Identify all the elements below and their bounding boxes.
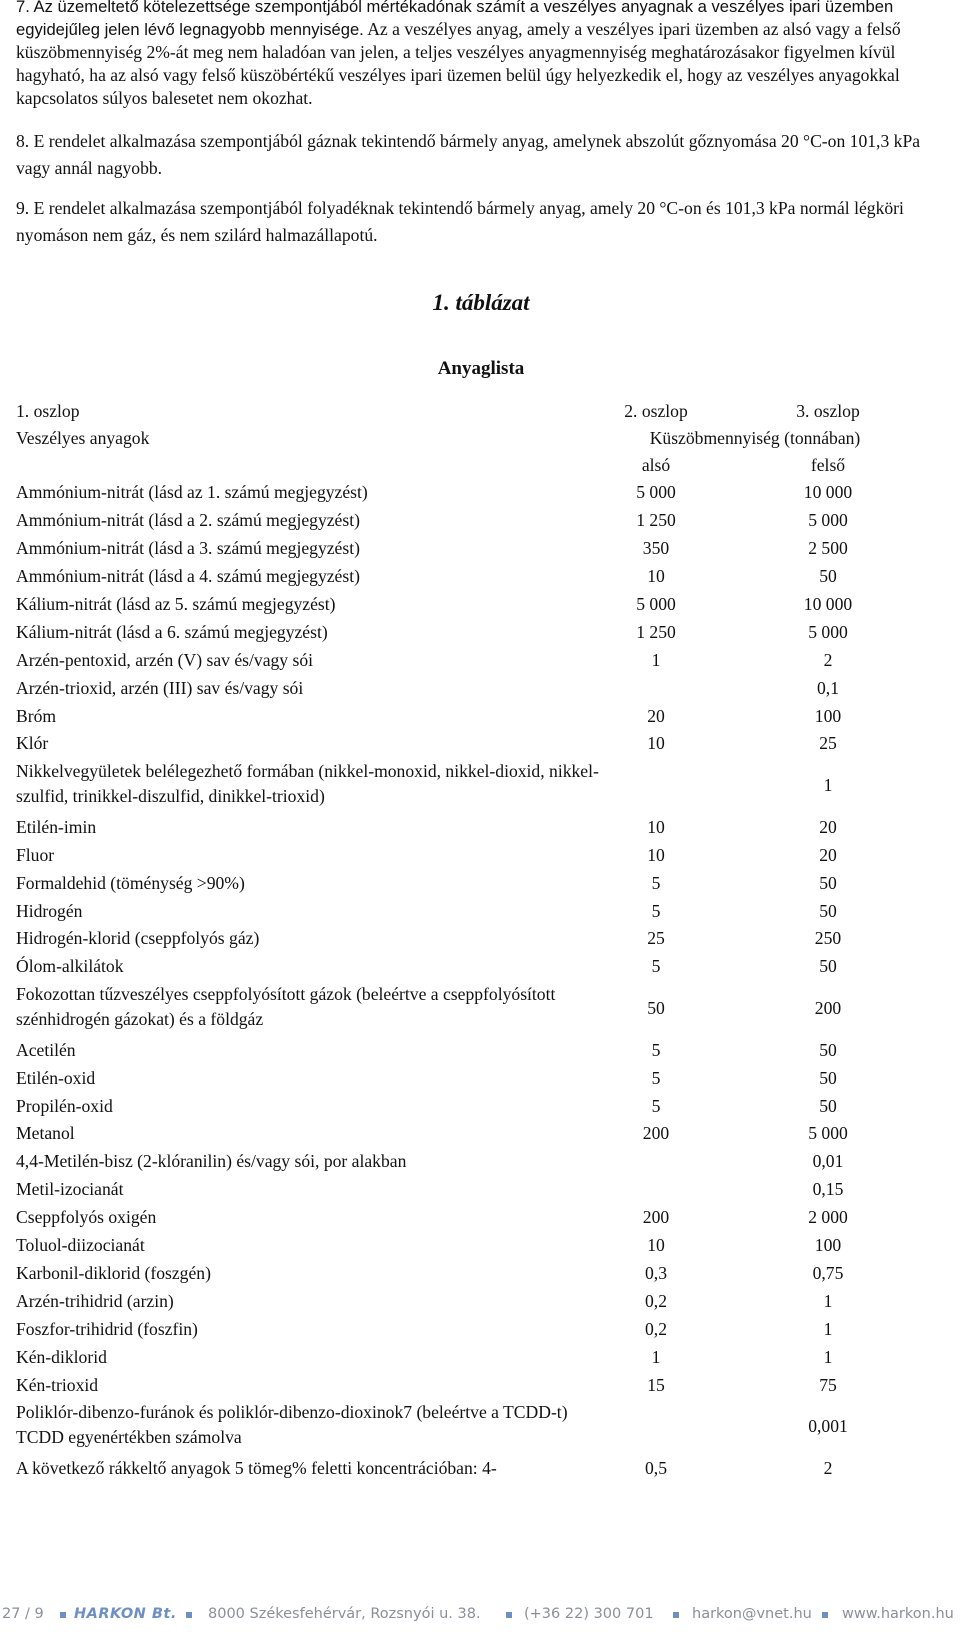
- substance-name: Klór: [16, 733, 49, 754]
- footer-separator-icon: [186, 1612, 192, 1618]
- paragraph-9: 9. E rendelet alkalmazása szempontjából folyadéknak tekintendő bármely anyag, amely 20 °C-on és 101,3 kPa normál légköri nyomáson nem gáz, és nem szilárd halmazállapotú.: [16, 198, 904, 245]
- column-title-header-row: [16, 425, 946, 452]
- lower-threshold: 1: [651, 649, 661, 670]
- lower-upper-header-row: [16, 452, 946, 479]
- table-body: [16, 479, 946, 1483]
- lower-threshold: 5 000: [636, 482, 676, 503]
- column-number-header-row: [16, 398, 946, 425]
- substance-name: Ammónium-nitrát (lásd a 3. számú megjegyzést): [16, 538, 360, 559]
- lower-threshold: 20: [647, 705, 665, 726]
- lower-threshold: 50: [647, 998, 665, 1019]
- lower-threshold: 5: [651, 1067, 661, 1088]
- lower-threshold: 10: [647, 733, 665, 754]
- footer-page-number: 27 / 9: [2, 1606, 44, 1622]
- footer-separator-icon: [822, 1612, 828, 1618]
- footer-phone: (+36 22) 300 701: [524, 1606, 654, 1622]
- upper-threshold: 1: [823, 1346, 833, 1367]
- table-row: [16, 619, 946, 647]
- substance-name: Foszfor-trihidrid (foszfin): [16, 1318, 198, 1339]
- table-row: [16, 647, 946, 675]
- table-row: [16, 591, 946, 619]
- lower-threshold: 10: [647, 566, 665, 587]
- upper-threshold: 0,001: [808, 1416, 848, 1437]
- table-row: [16, 730, 946, 758]
- table-row: [16, 675, 946, 703]
- table-row: [16, 842, 946, 870]
- table-row: [16, 814, 946, 842]
- lower-threshold: 0,5: [645, 1457, 667, 1478]
- upper-threshold: 5 000: [808, 1123, 848, 1144]
- page-footer: [0, 1601, 960, 1627]
- lower-threshold: 5: [651, 900, 661, 921]
- document-page: [16, 0, 946, 1483]
- substance-name: Acetilén: [16, 1039, 76, 1060]
- lower-threshold: 10: [647, 1235, 665, 1256]
- substance-name: Bróm: [16, 705, 57, 726]
- footer-separator-icon: [673, 1612, 679, 1618]
- upper-threshold: 10 000: [803, 593, 853, 614]
- table-row: [16, 1372, 946, 1400]
- table-row: [16, 758, 946, 814]
- substance-name: 4,4-Metilén-bisz (2-klóranilin) és/vagy sói, por alakban: [16, 1151, 407, 1172]
- lower-threshold: 1 250: [636, 510, 676, 531]
- upper-threshold: 50: [819, 1067, 837, 1088]
- upper-threshold: 20: [819, 816, 837, 837]
- substance-name: Etilén-oxid: [16, 1067, 96, 1088]
- substance-name: Karbonil-diklorid (foszgén): [16, 1262, 211, 1283]
- table-row: [16, 1176, 946, 1204]
- footer-web: www.harkon.hu: [842, 1606, 954, 1622]
- upper-threshold: 100: [814, 705, 842, 726]
- substance-name: Kálium-nitrát (lásd a 6. számú megjegyzést): [16, 621, 328, 642]
- footer-separator-icon: [60, 1612, 66, 1618]
- table-row: [16, 1232, 946, 1260]
- table-row: [16, 1260, 946, 1288]
- upper-threshold: 0,1: [817, 677, 839, 698]
- paragraph-7-serif: Az a veszélyes anyag, amely a veszélyes ipari üzemben az alsó vagy a felső küszöbmennyiség 2%-át meg nem haladóan van jelen, a teljes veszélyes anyagmennyiség meghatározásakor figyelmen kívül hagyható, ha az alsó vagy felső küszöbértékű veszélyes ipari üzemen belül úgy helyezkedik el, hogy az veszélyes anyagokkal kapcsolatos súlyos balesetet nem okozhat.: [16, 19, 901, 108]
- lower-threshold: 0,2: [645, 1318, 667, 1339]
- substance-table: [16, 398, 946, 1483]
- upper-threshold: 50: [819, 1039, 837, 1060]
- upper-header: felső: [810, 455, 846, 476]
- table-row: [16, 1344, 946, 1372]
- upper-threshold: 75: [819, 1374, 837, 1395]
- table-row: [16, 563, 946, 591]
- upper-threshold: 50: [819, 900, 837, 921]
- table-row: [16, 507, 946, 535]
- upper-threshold: 0,01: [812, 1151, 844, 1172]
- table-row: [16, 1455, 946, 1483]
- upper-threshold: 200: [814, 998, 842, 1019]
- table-row: [16, 1093, 946, 1121]
- upper-threshold: 50: [819, 872, 837, 893]
- substance-name: Cseppfolyós oxigén: [16, 1207, 157, 1228]
- table-row: [16, 898, 946, 926]
- table-row: [16, 925, 946, 953]
- upper-threshold: 50: [819, 956, 837, 977]
- lower-threshold: 5: [651, 1039, 661, 1060]
- lower-threshold: 0,2: [645, 1290, 667, 1311]
- table-row: [16, 479, 946, 507]
- lower-threshold: 200: [642, 1207, 670, 1228]
- lower-threshold: 200: [642, 1123, 670, 1144]
- upper-threshold: 2: [823, 1457, 833, 1478]
- table-row: [16, 981, 946, 1037]
- substances-header: Veszélyes anyagok: [16, 428, 150, 449]
- upper-threshold: 5 000: [808, 621, 848, 642]
- paragraph-8: 8. E rendelet alkalmazása szempontjából gáznak tekintendő bármely anyag, amelynek abszolút gőznyomása 20 °C-on 101,3 kPa vagy annál nagyobb.: [16, 131, 921, 178]
- substance-name: Metanol: [16, 1123, 75, 1144]
- substance-name: Toluol-diizocianát: [16, 1235, 145, 1256]
- substance-name: Arzén-pentoxid, arzén (V) sav és/vagy sói: [16, 649, 314, 670]
- table-row: [16, 703, 946, 731]
- paragraph-7-sans: 7. Az üzemeltető kötelezettsége szempontjából mértékadónak számít a veszélyes anyagnak a veszélyes ipari üzemben egyidejűleg jelen lévő legnagyobb mennyisége.: [16, 0, 894, 39]
- upper-threshold: 0,15: [812, 1179, 844, 1200]
- upper-threshold: 50: [819, 566, 837, 587]
- upper-threshold: 5 000: [808, 510, 848, 531]
- table-row: [16, 1399, 946, 1455]
- table-row: [16, 1120, 946, 1148]
- lower-header: alsó: [641, 455, 671, 476]
- upper-threshold: 2: [823, 649, 833, 670]
- substance-name: Fokozottan tűzveszélyes cseppfolyósított gázok (beleértve a cseppfolyósított szénhidrogén gázokat) és a földgáz: [16, 984, 556, 1030]
- lower-threshold: 5: [651, 956, 661, 977]
- substance-name: Formaldehid (töménység >90%): [16, 872, 245, 893]
- table-row: [16, 1204, 946, 1232]
- lower-threshold: 1: [651, 1346, 661, 1367]
- upper-threshold: 50: [819, 1095, 837, 1116]
- table-subtitle: Anyaglista: [437, 358, 525, 380]
- substance-name: Kén-diklorid: [16, 1346, 107, 1367]
- table-row: [16, 1037, 946, 1065]
- footer-email: harkon@vnet.hu: [692, 1606, 812, 1622]
- lower-threshold: 5 000: [636, 593, 676, 614]
- substance-name: Kálium-nitrát (lásd az 5. számú megjegyzést): [16, 593, 336, 614]
- upper-threshold: 1: [823, 1318, 833, 1339]
- substance-name: Ólom-alkilátok: [16, 956, 124, 977]
- lower-threshold: 350: [642, 538, 670, 559]
- upper-threshold: 20: [819, 844, 837, 865]
- col2-header: 2. oszlop: [624, 401, 688, 422]
- upper-threshold: 0,75: [812, 1262, 844, 1283]
- substance-name: Metil-izocianát: [16, 1179, 124, 1200]
- substance-name: Hidrogén-klorid (cseppfolyós gáz): [16, 928, 260, 949]
- substance-name: Hidrogén: [16, 900, 83, 921]
- substance-name: Kén-trioxid: [16, 1374, 99, 1395]
- upper-threshold: 1: [823, 1290, 833, 1311]
- col3-header: 3. oszlop: [796, 401, 860, 422]
- substance-name: Etilén-imin: [16, 816, 97, 837]
- upper-threshold: 1: [823, 775, 833, 796]
- substance-name: Arzén-trioxid, arzén (III) sav és/vagy sói: [16, 677, 304, 698]
- lower-threshold: 25: [647, 928, 665, 949]
- substance-name: Ammónium-nitrát (lásd a 2. számú megjegyzést): [16, 510, 360, 531]
- col1-header: 1. oszlop: [16, 401, 80, 422]
- footer-separator-icon: [506, 1612, 512, 1618]
- table-row: [16, 1288, 946, 1316]
- threshold-header: Küszöbmennyiség (tonnában): [649, 428, 861, 449]
- substance-name: Ammónium-nitrát (lásd az 1. számú megjegyzést): [16, 482, 368, 503]
- substance-name: Ammónium-nitrát (lásd a 4. számú megjegyzést): [16, 566, 360, 587]
- table-row: [16, 953, 946, 981]
- lower-threshold: 15: [647, 1374, 665, 1395]
- substance-name: Arzén-trihidrid (arzin): [16, 1290, 174, 1311]
- paragraph-7: [16, 0, 946, 110]
- upper-threshold: 2 000: [808, 1207, 848, 1228]
- table-row: [16, 535, 946, 563]
- upper-threshold: 100: [814, 1235, 842, 1256]
- lower-threshold: 5: [651, 1095, 661, 1116]
- upper-threshold: 2 500: [808, 538, 848, 559]
- footer-address: 8000 Székesfehérvár, Rozsnyói u. 38.: [208, 1606, 481, 1622]
- substance-name: Nikkelvegyületek belélegezhető formában (nikkel-monoxid, nikkel-dioxid, nikkel-szulfid, trinikkel-diszulfid, dinikkel-trioxid): [16, 761, 599, 807]
- table-row: [16, 870, 946, 898]
- substance-name: Poliklór-dibenzo-furánok és poliklór-dibenzo-dioxinok7 (beleértve a TCDD-t) TCDD egyenértékben számolva: [16, 1402, 568, 1448]
- substance-name: Propilén-oxid: [16, 1095, 113, 1116]
- lower-threshold: 0,3: [645, 1262, 667, 1283]
- table-row: [16, 1065, 946, 1093]
- lower-threshold: 5: [651, 872, 661, 893]
- substance-name: Fluor: [16, 844, 55, 865]
- lower-threshold: 10: [647, 844, 665, 865]
- substance-name: A következő rákkeltő anyagok 5 tömeg% feletti koncentrációban: 4-: [16, 1457, 497, 1478]
- table-row: [16, 1316, 946, 1344]
- lower-threshold: 1 250: [636, 621, 676, 642]
- lower-threshold: 10: [647, 816, 665, 837]
- table-title: 1. táblázat: [432, 290, 530, 316]
- upper-threshold: 10 000: [803, 482, 853, 503]
- upper-threshold: 25: [819, 733, 837, 754]
- upper-threshold: 250: [814, 928, 842, 949]
- footer-brand-logo: HARKON Bt.: [74, 1606, 177, 1622]
- table-row: [16, 1148, 946, 1176]
